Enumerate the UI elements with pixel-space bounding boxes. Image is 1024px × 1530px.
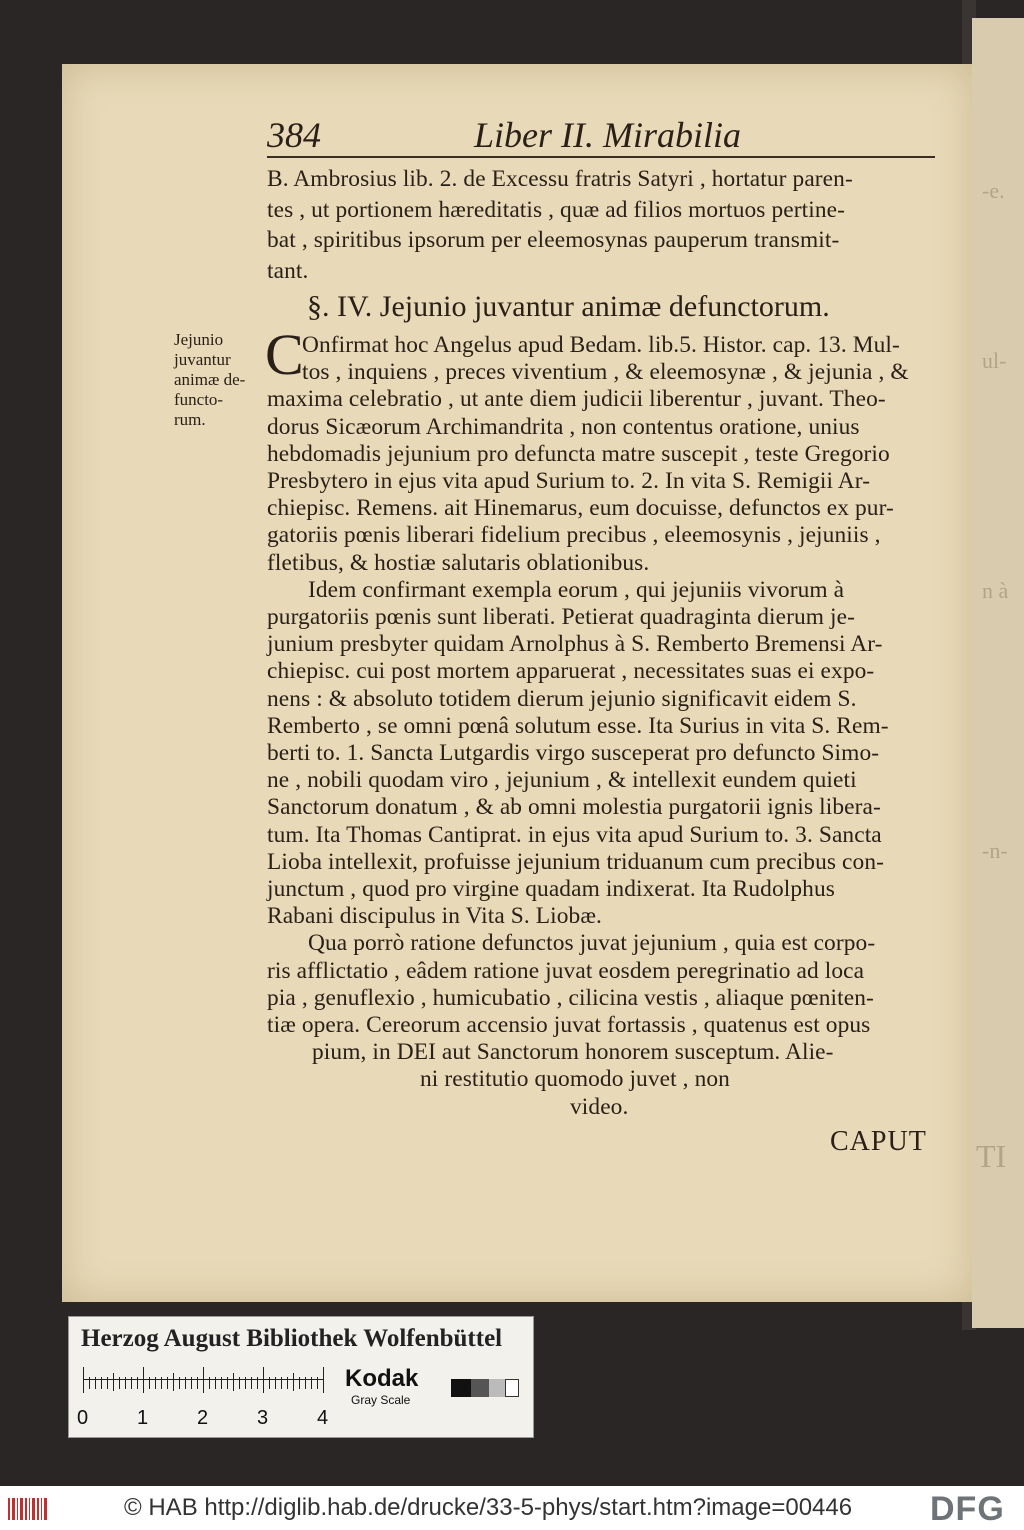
color-calibration-bar xyxy=(68,1316,534,1438)
margin-note-line: rum. xyxy=(174,410,206,429)
text-line: junctum , quod pro virgine quadam indixerat. Ita Rudolphus xyxy=(267,876,835,902)
scale-tick xyxy=(185,1377,186,1389)
text-line: fletibus, & hostiæ salutaris oblationibus. xyxy=(267,549,650,576)
scale-tick xyxy=(251,1377,252,1389)
ghost-text: TI xyxy=(976,1138,1007,1174)
scale-tick xyxy=(125,1377,126,1389)
text-line: pium, in DEI aut Sanctorum honorem susceptum. Alie- xyxy=(312,1039,834,1066)
scale-tick xyxy=(209,1377,210,1389)
scale-tick xyxy=(143,1367,144,1393)
footer-bar xyxy=(0,1486,1024,1530)
scale-tick xyxy=(113,1373,114,1391)
dfg-logo: DFG xyxy=(930,1490,1005,1528)
scale-number: 0 xyxy=(77,1407,89,1429)
ghost-text: n à xyxy=(982,578,1009,603)
scale-number: 1 xyxy=(137,1407,149,1429)
gray-swatch-light xyxy=(489,1379,505,1397)
text-line: hebdomadis jejunium pro defuncta matre suscepit , teste Gregorio xyxy=(267,440,890,467)
kodak-logo: Kodak xyxy=(345,1365,419,1392)
copyright-url[interactable]: © HAB http://diglib.hab.de/drucke/33-5-phys/start.htm?image=00446 xyxy=(124,1494,853,1521)
scale-tick xyxy=(131,1377,132,1389)
margin-note-line: Jejunio xyxy=(174,330,224,349)
text-line: Lioba intellexit, profuisse jejunium triduanum cum precibus con- xyxy=(267,848,885,875)
scale-tick xyxy=(269,1377,270,1389)
text-line: Onfirmat hoc Angelus apud Bedam. lib.5. Histor. cap. 13. Mul- xyxy=(302,332,900,358)
scale-tick xyxy=(173,1373,174,1391)
scale-tick xyxy=(167,1377,168,1389)
scale-tick xyxy=(287,1377,288,1389)
scale-tick xyxy=(299,1377,300,1389)
scale-number: 2 xyxy=(197,1407,209,1429)
text-line: tes , ut portionem hæreditatis , quæ ad filios mortuos pertine- xyxy=(267,196,845,223)
scale-tick xyxy=(317,1377,318,1389)
text-line: Remberto , se omni pœnâ solutum esse. Ita Surius in vita S. Rem- xyxy=(267,712,889,739)
margin-note-line: animæ de- xyxy=(174,370,246,389)
text-line: ne , nobili quodam viro , jejunium , & intellexit eundem quieti xyxy=(267,767,857,794)
book-page xyxy=(62,64,972,1302)
text-line: berti to. 1. Sancta Lutgardis virgo susceperat pro defuncto Simo- xyxy=(267,740,880,766)
scale-tick xyxy=(179,1377,180,1389)
text-line: ris afflictatio , eâdem ratione juvat eosdem peregrinatio ad loca xyxy=(267,957,865,984)
text-line: Qua porrò ratione defunctos juvat jejunium , quia est corpo- xyxy=(308,930,876,957)
scale-tick xyxy=(221,1377,222,1389)
scale-tick xyxy=(83,1367,84,1393)
scale-tick xyxy=(227,1377,228,1389)
gray-swatch-dark xyxy=(471,1379,489,1397)
scale-tick xyxy=(197,1377,198,1389)
scale-tick xyxy=(215,1377,216,1389)
header-rule xyxy=(267,156,935,158)
ghost-text: ul- xyxy=(982,348,1007,373)
scale-tick xyxy=(161,1377,162,1389)
scale-tick xyxy=(239,1377,240,1389)
text-line: ni restitutio quomodo juvet , non xyxy=(420,1066,730,1093)
page-number: 384 xyxy=(267,115,321,155)
text-line: Rabani discipulus in Vita S. Liobæ. xyxy=(267,903,602,930)
facing-page-edge xyxy=(972,18,1024,1328)
text-line: dorus Sicæorum Archimandrita , non contentus oratione, unius xyxy=(267,413,860,440)
gray-swatch-white xyxy=(505,1379,519,1397)
text-line: maxima celebratio , ut ante diem judicii liberentur , juvant. Theo- xyxy=(267,386,886,413)
scale-tick xyxy=(233,1373,234,1391)
catchword: CAPUT xyxy=(830,1126,927,1157)
text-line: bat , spiritibus ipsorum per eleemosynas pauperum transmit- xyxy=(267,227,840,253)
text-line: gatoriis pœnis liberari fidelium precibus , eleemosynis , jejuniis , xyxy=(267,522,881,549)
scale-tick xyxy=(89,1377,90,1389)
gray-scale-label: Gray Scale xyxy=(351,1393,411,1407)
library-name: Herzog August Bibliothek Wolfenbüttel xyxy=(81,1325,503,1352)
text-line: pia , genuflexio , humicubatio , cilicina vestis , aliaque pœniten- xyxy=(267,984,874,1011)
scale-tick xyxy=(293,1373,294,1391)
text-line: tant. xyxy=(267,257,309,284)
gray-swatch-black xyxy=(451,1379,471,1397)
text-line: tos , inquiens , preces viventium , & eleemosynæ , & jejunia , & xyxy=(302,359,909,386)
scale-tick xyxy=(119,1377,120,1389)
running-title: Liber II. Mirabilia xyxy=(474,115,741,155)
text-line: purgatoriis pœnis sunt liberati. Petierat quadraginta dierum je- xyxy=(267,604,855,630)
scale-tick xyxy=(95,1377,96,1389)
ghost-text: -n- xyxy=(982,838,1008,863)
scale-tick xyxy=(107,1377,108,1389)
scale-tick xyxy=(281,1377,282,1389)
margin-note-line: functo- xyxy=(174,390,224,409)
scale-tick xyxy=(311,1377,312,1389)
hab-barcode-icon xyxy=(8,1496,48,1522)
margin-note-line: juvantur xyxy=(174,350,231,369)
scale-tick xyxy=(245,1377,246,1389)
scale-tick xyxy=(155,1377,156,1389)
scale-tick xyxy=(257,1377,258,1389)
text-line: chiepisc. Remens. ait Hinemarus, eum docuisse, defunctos ex pur- xyxy=(267,495,894,522)
text-line: tiæ opera. Cereorum accensio juvat fortassis , quatenus est opus xyxy=(267,1012,871,1038)
text-line: Sanctorum donatum , & ab omni molestia purgatorii ignis libera- xyxy=(267,794,881,821)
section-heading: §. IV. Jejunio juvantur animæ defunctorum. xyxy=(307,290,830,323)
ghost-text: -e. xyxy=(982,178,1005,203)
drop-cap: C xyxy=(265,322,304,387)
text-line: chiepisc. cui post mortem apparuerat , necessitates suas ei expo- xyxy=(267,658,875,685)
scale-tick xyxy=(101,1377,102,1389)
scale-number: 3 xyxy=(257,1407,269,1429)
scale-tick xyxy=(191,1377,192,1389)
scale-tick xyxy=(137,1377,138,1389)
scale-tick xyxy=(149,1377,150,1389)
scale-tick xyxy=(263,1367,264,1393)
text-line: Idem confirmant exempla eorum , qui jejuniis vivorum à xyxy=(308,576,845,603)
text-line: tum. Ita Thomas Cantiprat. in ejus vita apud Surium to. 3. Sancta xyxy=(267,821,882,848)
scale-tick xyxy=(323,1367,324,1393)
scale-tick xyxy=(203,1367,204,1393)
text-line: video. xyxy=(570,1093,629,1120)
scale-tick xyxy=(305,1377,306,1389)
text-line: Presbytero in ejus vita apud Surium to. 2. In vita S. Remigii Ar- xyxy=(267,468,871,494)
scale-number: 4 xyxy=(317,1407,329,1429)
text-line: B. Ambrosius lib. 2. de Excessu fratris Satyri , hortatur paren- xyxy=(267,166,853,192)
scale-tick xyxy=(275,1377,276,1389)
text-line: nens : & absoluto totidem dierum jejunio significavit eidem S. xyxy=(267,685,857,712)
text-line: junium presbyter quidam Arnolphus à S. Remberto Bremensi Ar- xyxy=(267,631,883,658)
